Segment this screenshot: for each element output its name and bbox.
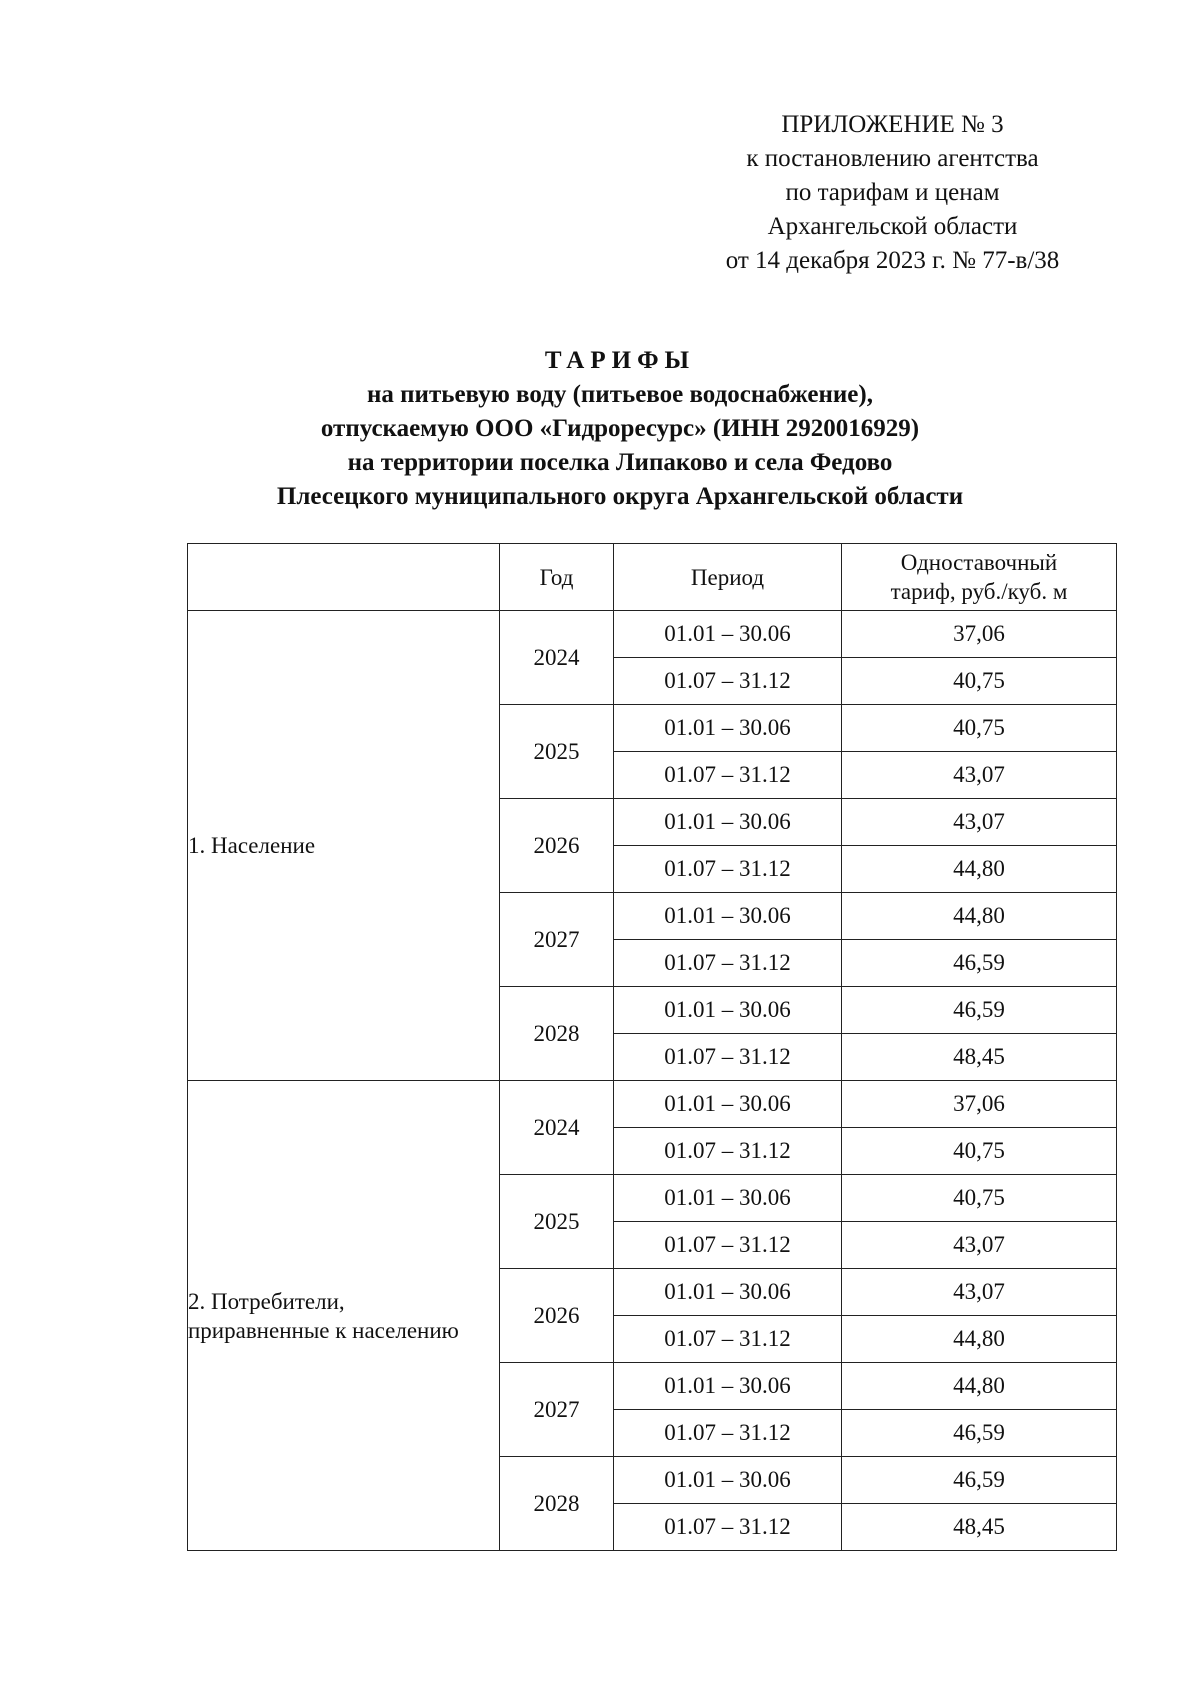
table-row xyxy=(188,611,1117,658)
category-label: 1. Население xyxy=(188,833,316,858)
year-cell: 2026 xyxy=(500,799,614,893)
appendix-line: к постановлению агентства xyxy=(746,145,1039,172)
tariff-value-cell: 44,80 xyxy=(842,893,1117,940)
year-cell: 2024 xyxy=(500,1081,614,1175)
header-tariff xyxy=(842,544,1117,611)
title-line: на территории поселка Липаково и села Федово xyxy=(347,449,893,476)
title-line: Плесецкого муниципального округа Архангельской области xyxy=(276,483,964,510)
period-cell: 01.07 – 31.12 xyxy=(614,1222,842,1269)
year-cell: 2024 xyxy=(500,611,614,705)
appendix-number: ПРИЛОЖЕНИЕ № 3 xyxy=(781,111,1004,138)
tariff-value-cell: 37,06 xyxy=(842,1081,1117,1128)
header-year: Год xyxy=(500,544,614,611)
period-cell: 01.07 – 31.12 xyxy=(614,846,842,893)
period-cell: 01.01 – 30.06 xyxy=(614,893,842,940)
category-cell xyxy=(188,611,500,1081)
title-line: отпускаемую ООО «Гидроресурс» (ИНН 2920016929) xyxy=(320,415,920,442)
period-cell: 01.07 – 31.12 xyxy=(614,1316,842,1363)
tariff-value-cell: 48,45 xyxy=(842,1034,1117,1081)
year-cell: 2025 xyxy=(500,1175,614,1269)
period-cell: 01.01 – 30.06 xyxy=(614,705,842,752)
tariff-value-cell: 46,59 xyxy=(842,1410,1117,1457)
period-cell: 01.01 – 30.06 xyxy=(614,799,842,846)
tariff-value-cell: 46,59 xyxy=(842,940,1117,987)
title-line: на питьевую воду (питьевое водоснабжение), xyxy=(367,381,873,408)
period-cell: 01.01 – 30.06 xyxy=(614,611,842,658)
period-cell: 01.07 – 31.12 xyxy=(614,658,842,705)
appendix-line: по тарифам и ценам xyxy=(785,179,1000,206)
header-category xyxy=(188,544,500,611)
tariff-value-cell: 46,59 xyxy=(842,987,1117,1034)
period-cell: 01.07 – 31.12 xyxy=(614,1504,842,1551)
table-header-row xyxy=(188,544,1117,611)
period-cell: 01.07 – 31.12 xyxy=(614,1128,842,1175)
tariff-value-cell: 48,45 xyxy=(842,1504,1117,1551)
year-cell: 2025 xyxy=(500,705,614,799)
header-tariff-line: тариф, руб./куб. м xyxy=(890,579,1068,604)
category-label: приравненные к населению xyxy=(188,1317,459,1343)
period-cell: 01.01 – 30.06 xyxy=(614,1457,842,1504)
period-cell: 01.01 – 30.06 xyxy=(614,1363,842,1410)
tariff-value-cell: 44,80 xyxy=(842,846,1117,893)
tariff-table xyxy=(187,543,1117,1551)
year-cell: 2027 xyxy=(500,893,614,987)
tariff-value-cell: 37,06 xyxy=(842,611,1117,658)
period-cell: 01.07 – 31.12 xyxy=(614,940,842,987)
tariff-value-cell: 40,75 xyxy=(842,1128,1117,1175)
tariff-value-cell: 44,80 xyxy=(842,1363,1117,1410)
table-row xyxy=(188,1081,1117,1128)
tariff-value-cell: 43,07 xyxy=(842,799,1117,846)
period-cell: 01.07 – 31.12 xyxy=(614,752,842,799)
tariff-value-cell: 40,75 xyxy=(842,1175,1117,1222)
tariff-value-cell: 46,59 xyxy=(842,1457,1117,1504)
category-cell xyxy=(188,1081,500,1551)
header-period: Период xyxy=(614,544,842,611)
tariff-value-cell: 40,75 xyxy=(842,658,1117,705)
year-cell: 2028 xyxy=(500,1457,614,1551)
period-cell: 01.01 – 30.06 xyxy=(614,1081,842,1128)
category-label: 2. Потребители, xyxy=(188,1288,345,1314)
year-cell: 2028 xyxy=(500,987,614,1081)
year-cell: 2027 xyxy=(500,1363,614,1457)
tariff-value-cell: 43,07 xyxy=(842,1269,1117,1316)
document-title: ТАРИФЫ xyxy=(544,347,696,374)
period-cell: 01.07 – 31.12 xyxy=(614,1410,842,1457)
tariff-value-cell: 40,75 xyxy=(842,705,1117,752)
period-cell: 01.01 – 30.06 xyxy=(614,987,842,1034)
period-cell: 01.01 – 30.06 xyxy=(614,1269,842,1316)
appendix-date-number: от 14 декабря 2023 г. № 77-в/38 xyxy=(725,247,1060,274)
tariff-value-cell: 43,07 xyxy=(842,1222,1117,1269)
period-cell: 01.07 – 31.12 xyxy=(614,1034,842,1081)
header-tariff-line: Одноставочный xyxy=(900,550,1058,575)
document-heading xyxy=(180,344,1060,514)
appendix-line: Архангельской области xyxy=(767,213,1018,240)
tariff-value-cell: 43,07 xyxy=(842,752,1117,799)
period-cell: 01.01 – 30.06 xyxy=(614,1175,842,1222)
tariff-value-cell: 44,80 xyxy=(842,1316,1117,1363)
year-cell: 2026 xyxy=(500,1269,614,1363)
appendix-block xyxy=(620,108,1165,278)
